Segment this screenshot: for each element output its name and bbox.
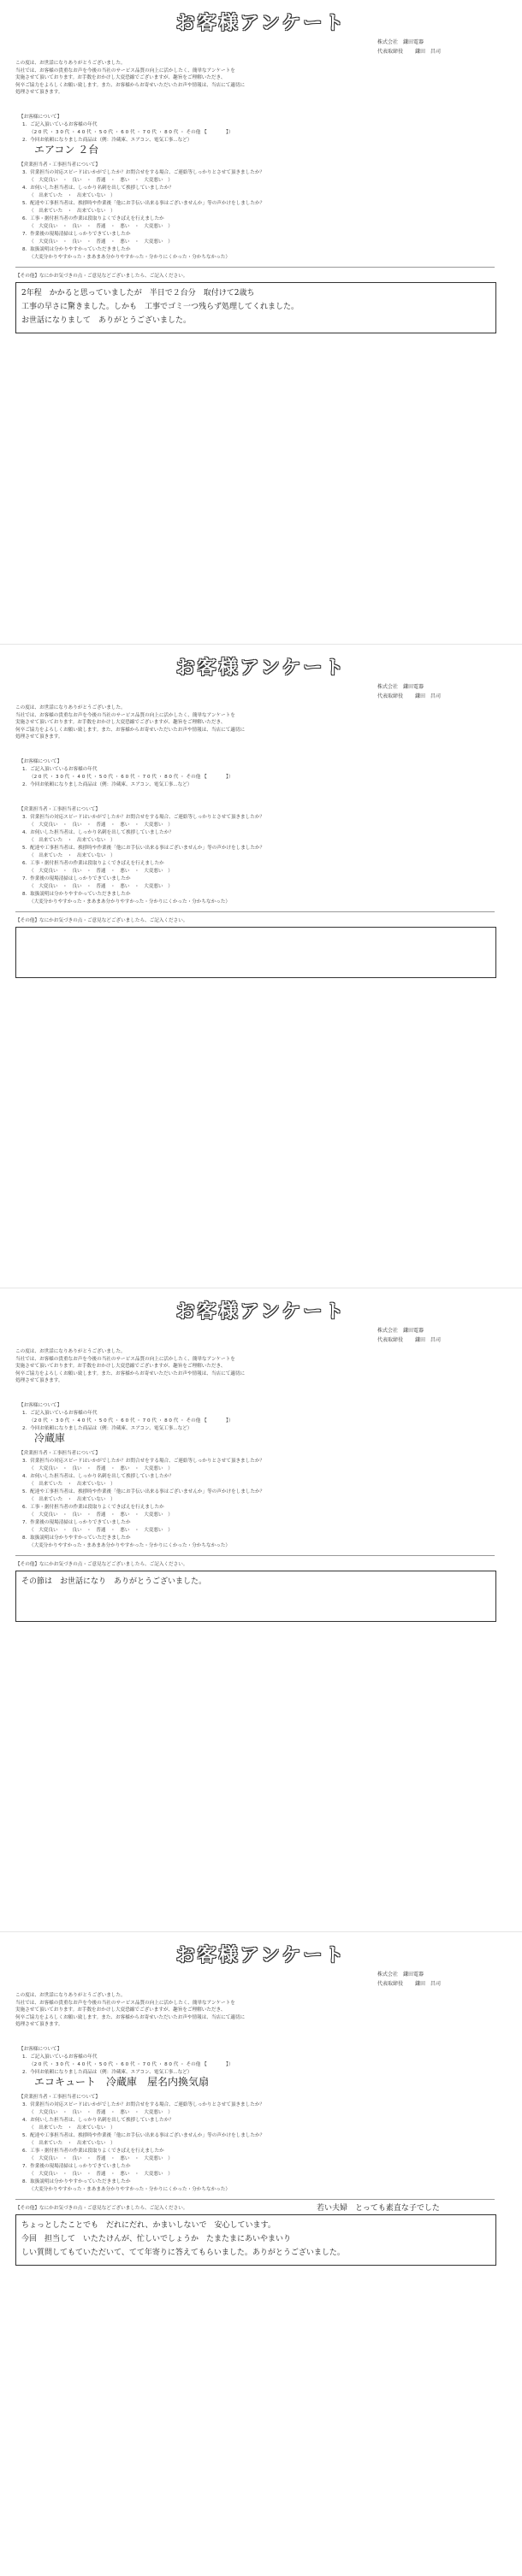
intro-line: 実施させて頂いております。お手数をおかけし大変恐縮でございますが、趣旨をご理解いただき、	[15, 1364, 226, 1370]
q5-text: 5．配達や工事担当者は、挨拶時や作業後「他にお手伝い出来る事はございませんか」等の声かけをしましたか？	[22, 846, 265, 851]
q8-options: （大変分かりやすかった・まあまあ分かりやすかった・分かりにくかった・分かちなかった）	[29, 255, 230, 260]
intro-text	[15, 1992, 495, 2029]
survey-sheet	[0, 644, 522, 1288]
q1-options: （2 0 代 ・ 3 0 代 ・ 4 0 代 ・ 5 0 代 ・ 6 0 代 ・ 7 0 代 ・ 8 0 代 ・ その他 【 】）	[29, 2062, 234, 2067]
q8-text: 8．取扱説明は分かりやすかっていただきましたか	[22, 1536, 131, 1541]
q8-options: （大変分かりやすかった・まあまあ分かりやすかった・分かりにくかった・分かちなかった）	[29, 899, 230, 905]
company-representative	[377, 692, 441, 701]
section-staff-label: 【営業担当者・工事担当者について】	[19, 807, 100, 812]
intro-line: 何卒ご協力をよろしくお願い致します。また、お客様からお寄せいただいたお声や情報は、当店にて適切に	[15, 2014, 246, 2020]
q3-options: （ 大変良い ・ 良い ・ 普通 ・ 悪い ・ 大変悪い ）	[29, 1466, 173, 1471]
company-name: 株式会社 鎌田電器	[377, 684, 424, 690]
intro-line: この度は、お世話になりありがとうございました。	[15, 705, 126, 710]
q5-options: （ 出来ていた ・ 出来ていない ）	[29, 853, 116, 858]
q1-options: （2 0 代 ・ 3 0 代 ・ 4 0 代 ・ 5 0 代 ・ 6 0 代 ・ 7 0 代 ・ 8 0 代 ・ その他 【 】）	[29, 1418, 234, 1424]
intro-text	[15, 1348, 495, 1385]
q6-text: 6．工事・据付担当者の作業は段取りよくできばえを行えましたか	[22, 2149, 164, 2154]
section-staff-label: 【営業担当者・工事担当者について】	[19, 1451, 100, 1456]
q8-text: 8．取扱説明は分かりやすかっていただきましたか	[22, 2179, 131, 2184]
q6-text: 6．工事・据付担当者の作業は段取りよくできばえを行えましたか	[22, 1505, 164, 1510]
q3-text: 3．営業担当の対応スピードはいかがでしたか？お問合せをする場合、ご連絡等しっかりとさせて頂きましたか？	[22, 1459, 265, 1464]
q6-options: （ 大変良い ・ 良い ・ 普通 ・ 悪い ・ 大変悪い ）	[29, 869, 173, 874]
q4-options: （ 出来ていた ・ 出来ていない ）	[29, 838, 116, 843]
q4-text: 4．お伺いした担当者は、しっかり名刺を出して挨拶していましたか？	[22, 830, 174, 835]
intro-line: 処理させて頂きます。	[15, 734, 63, 740]
intro-line: 当社では、お客様の貴重なお声を今後の当社のサービス品質の向上に活かしたく、簡単なアンケートを	[15, 2000, 235, 2006]
intro-line: 処理させて頂きます。	[15, 90, 63, 96]
q5-options: （ 出来ていた ・ 出来ていない ）	[29, 2141, 116, 2146]
rep-name: 鎌田 昌司	[414, 693, 441, 699]
comment-line: 工事の早さに驚きました。しかも 工事でゴミ一つ残らず処理してくれました。	[21, 303, 300, 311]
q5-options: （ 出来ていた ・ 出来ていない ）	[29, 1497, 116, 1502]
q2-text: 2．今回お依頼になりました商品は（例：冷蔵庫、エアコン、電気工事...など）	[22, 2070, 193, 2075]
section-staff-label: 【営業担当者・工事担当者について】	[19, 162, 100, 168]
q2-text: 2．今回お依頼になりました商品は（例：冷蔵庫、エアコン、電気工事...など）	[22, 1426, 193, 1431]
rep-title: 代表取締役	[377, 693, 404, 699]
q1-text: 1．ご記入頂いているお客様の年代	[22, 122, 98, 127]
intro-line: 当社では、お客様の貴重なお声を今後の当社のサービス品質の向上に活かしたく、簡単なアンケートを	[15, 712, 235, 718]
q5-text: 5．配達や工事担当者は、挨拶時や作業後「他にお手伝い出来る事はございませんか」等の声かけをしましたか？	[22, 1489, 265, 1494]
rep-name: 鎌田 昌司	[414, 1981, 441, 1987]
q5-options: （ 出来ていた ・ 出来ていない ）	[29, 209, 116, 214]
q8-options: （大変分かりやすかった・まあまあ分かりやすかった・分かりにくかった・分かちなかった）	[29, 1543, 230, 1548]
q4-text: 4．お伺いした担当者は、しっかり名刺を出して挨拶していましたか？	[22, 2118, 174, 2123]
comment-line: その節は お世話になり ありがとうございました。	[21, 1577, 207, 1586]
q7-text: 7．作業後の現場清掃はしっかりできていましたか	[22, 2164, 131, 2169]
survey-title: お客様アンケート	[175, 13, 347, 34]
rep-title: 代表取締役	[377, 49, 404, 55]
comment-box[interactable]	[15, 1571, 496, 1622]
divider	[15, 911, 495, 912]
q1-options: （2 0 代 ・ 3 0 代 ・ 4 0 代 ・ 5 0 代 ・ 6 0 代 ・ 7 0 代 ・ 8 0 代 ・ その他 【 】）	[29, 130, 234, 135]
q2-answer: 冷蔵庫	[34, 1432, 66, 1444]
q4-options: （ 出来ていた ・ 出来ていない ）	[29, 193, 116, 198]
rep-title: 代表取締役	[377, 1337, 404, 1343]
q7-text: 7．作業後の現場清掃はしっかりできていましたか	[22, 232, 131, 237]
q6-text: 6．工事・据付担当者の作業は段取りよくできばえを行えましたか	[22, 861, 164, 866]
q2-text: 2．今回お依頼になりました商品は（例：冷蔵庫、エアコン、電気工事...など）	[22, 138, 193, 143]
company-representative	[377, 1979, 441, 1989]
q6-options: （ 大変良い ・ 良い ・ 普通 ・ 悪い ・ 大変悪い ）	[29, 224, 173, 229]
intro-line: 何卒ご協力をよろしくお願い致します。また、お客様からお寄せいただいたお声や情報は、当店にて適切に	[15, 727, 246, 733]
intro-line: 何卒ご協力をよろしくお願い致します。また、お客様からお寄せいただいたお声や情報は、当店にて適切に	[15, 82, 246, 88]
q3-options: （ 大変良い ・ 良い ・ 普通 ・ 悪い ・ 大変悪い ）	[29, 2110, 173, 2115]
intro-line: この度は、お世話になりありがとうございました。	[15, 1349, 126, 1354]
q7-text: 7．作業後の現場清掃はしっかりできていましたか	[22, 1520, 131, 1525]
company-name: 株式会社 鎌田電器	[377, 1972, 424, 1978]
section-customer-label: 【お客様について】	[19, 115, 62, 120]
comment-label: 【その他】なにかお気づきの点・ご意見などございましたら、ご記入ください。	[15, 1562, 188, 1567]
q4-options: （ 出来ていた ・ 出来ていない ）	[29, 2125, 116, 2131]
intro-text	[15, 60, 495, 97]
company-name: 株式会社 鎌田電器	[377, 1328, 424, 1334]
intro-line: 実施させて頂いております。お手数をおかけし大変恐縮でございますが、趣旨をご理解いただき、	[15, 720, 226, 726]
q7-options: （ 大変良い ・ 良い ・ 普通 ・ 悪い ・ 大変悪い ）	[29, 884, 173, 889]
comment-line: ちょっとしたことでも だれにだれ、かまいしないで 安心しています。	[21, 2221, 276, 2230]
q1-options: （2 0 代 ・ 3 0 代 ・ 4 0 代 ・ 5 0 代 ・ 6 0 代 ・ 7 0 代 ・ 8 0 代 ・ その他 【 】）	[29, 775, 234, 780]
q8-text: 8．取扱説明は分かりやすかっていただきましたか	[22, 892, 131, 897]
q6-text: 6．工事・据付担当者の作業は段取りよくできばえを行えましたか	[22, 216, 164, 221]
q8-text: 8．取扱説明は分かりやすかっていただきましたか	[22, 247, 131, 252]
company-block	[377, 1326, 441, 1345]
q4-text: 4．お伺いした担当者は、しっかり名刺を出して挨拶していましたか？	[22, 186, 174, 191]
section-customer-label: 【お客様について】	[19, 1403, 62, 1408]
q2-answer: エコキュート 冷蔵庫 屋名内換気扇	[34, 2076, 210, 2088]
survey-title: お客様アンケート	[175, 1301, 347, 1323]
company-representative	[377, 1335, 441, 1345]
divider	[15, 267, 495, 268]
intro-line: 処理させて頂きます。	[15, 1378, 63, 1384]
q6-options: （ 大変良い ・ 良い ・ 普通 ・ 悪い ・ 大変悪い ）	[29, 2156, 173, 2161]
survey-sheet	[0, 0, 522, 644]
q7-options: （ 大変良い ・ 良い ・ 普通 ・ 悪い ・ 大変悪い ）	[29, 2172, 173, 2177]
q3-options: （ 大変良い ・ 良い ・ 普通 ・ 悪い ・ 大変悪い ）	[29, 822, 173, 828]
comment-label: 【その他】なにかお気づきの点・ご意見などございましたら、ご記入ください。	[15, 918, 188, 923]
section-customer-label: 【お客様について】	[19, 2047, 62, 2052]
rep-title: 代表取締役	[377, 1981, 404, 1987]
q3-text: 3．営業担当の対応スピードはいかがでしたか？お問合せをする場合、ご連絡等しっかりとさせて頂きましたか？	[22, 815, 265, 820]
comment-line: 2年程 かかると思っていましたが 半日で２台分 取付けて2歳ち	[21, 289, 255, 298]
q1-text: 1．ご記入頂いているお客様の年代	[22, 2054, 98, 2060]
company-block	[377, 682, 441, 701]
intro-line: 処理させて頂きます。	[15, 2022, 63, 2028]
divider	[15, 2199, 495, 2200]
q1-text: 1．ご記入頂いているお客様の年代	[22, 1411, 98, 1416]
intro-line: 実施させて頂いております。お手数をおかけし大変恐縮でございますが、趣旨をご理解いただき、	[15, 75, 226, 81]
comment-box[interactable]	[15, 2214, 496, 2266]
company-name: 株式会社 鎌田電器	[377, 39, 424, 45]
comment-box[interactable]	[15, 282, 496, 333]
comment-box[interactable]	[15, 927, 496, 978]
intro-line: 何卒ご協力をよろしくお願い致します。また、お客様からお寄せいただいたお声や情報は、当店にて適切に	[15, 1371, 246, 1376]
intro-line: この度は、お世話になりありがとうございました。	[15, 1993, 126, 1998]
q4-options: （ 出来ていた ・ 出来ていない ）	[29, 1482, 116, 1487]
q4-text: 4．お伺いした担当者は、しっかり名刺を出して挨拶していましたか？	[22, 1474, 174, 1479]
q1-text: 1．ご記入頂いているお客様の年代	[22, 767, 98, 772]
divider	[15, 1555, 495, 1556]
q3-options: （ 大変良い ・ 良い ・ 普通 ・ 悪い ・ 大変悪い ）	[29, 178, 173, 183]
intro-line: この度は、お世話になりありがとうございました。	[15, 61, 126, 66]
comment-line: 今回 担当して いたたけんが、忙しいでしょうか たまたまにあいやまいり	[21, 2235, 292, 2243]
section-customer-label: 【お客様について】	[19, 759, 62, 764]
comment-line: しい質問してもていただいて、てて年寄りに答えてもらいました。ありがとうございました。	[21, 2249, 345, 2257]
survey-title: お客様アンケート	[175, 1945, 347, 1966]
survey-sheet	[0, 1288, 522, 1932]
company-block	[377, 38, 441, 56]
q6-options: （ 大変良い ・ 良い ・ 普通 ・ 悪い ・ 大変悪い ）	[29, 1512, 173, 1518]
intro-line: 当社では、お客様の貴重なお声を今後の当社のサービス品質の向上に活かしたく、簡単なアンケートを	[15, 1356, 235, 1362]
q8-options: （大変分かりやすかった・まあまあ分かりやすかった・分かりにくかった・分かちなかった）	[29, 2187, 230, 2192]
q7-options: （ 大変良い ・ 良い ・ 普通 ・ 悪い ・ 大変悪い ）	[29, 1528, 173, 1533]
comment-label: 【その他】なにかお気づきの点・ご意見などございましたら、ご記入ください。	[15, 2206, 188, 2211]
q5-text: 5．配達や工事担当者は、挨拶時や作業後「他にお手伝い出来る事はございませんか」等の声かけをしましたか？	[22, 201, 265, 206]
q2-text: 2．今回お依頼になりました商品は（例：冷蔵庫、エアコン、電気工事...など）	[22, 782, 193, 787]
q2-answer: エアコン ２台	[34, 144, 99, 156]
company-block	[377, 1970, 441, 1989]
rep-name: 鎌田 昌司	[414, 1337, 441, 1343]
q3-text: 3．営業担当の対応スピードはいかがでしたか？お問合せをする場合、ご連絡等しっかりとさせて頂きましたか？	[22, 2102, 265, 2107]
signature-note: 若い夫婦 とっても素直な子でした	[317, 2204, 440, 2213]
intro-text	[15, 704, 495, 741]
section-staff-label: 【営業担当者・工事担当者について】	[19, 2095, 100, 2100]
intro-line: 実施させて頂いております。お手数をおかけし大変恐縮でございますが、趣旨をご理解いただき、	[15, 2007, 226, 2013]
company-representative	[377, 47, 441, 56]
survey-sheet	[0, 1931, 522, 2576]
survey-title: お客様アンケート	[175, 657, 347, 679]
q7-text: 7．作業後の現場清掃はしっかりできていましたか	[22, 876, 131, 881]
comment-line: お世話になりまして ありがとうございました。	[21, 316, 192, 325]
rep-name: 鎌田 昌司	[414, 49, 441, 55]
comment-label: 【その他】なにかお気づきの点・ご意見などございましたら、ご記入ください。	[15, 274, 188, 279]
intro-line: 当社では、お客様の貴重なお声を今後の当社のサービス品質の向上に活かしたく、簡単なアンケートを	[15, 68, 235, 74]
q5-text: 5．配達や工事担当者は、挨拶時や作業後「他にお手伝い出来る事はございませんか」等の声かけをしましたか？	[22, 2133, 265, 2138]
q7-options: （ 大変良い ・ 良い ・ 普通 ・ 悪い ・ 大変悪い ）	[29, 239, 173, 245]
q3-text: 3．営業担当の対応スピードはいかがでしたか？お問合せをする場合、ご連絡等しっかりとさせて頂きましたか？	[22, 170, 265, 175]
